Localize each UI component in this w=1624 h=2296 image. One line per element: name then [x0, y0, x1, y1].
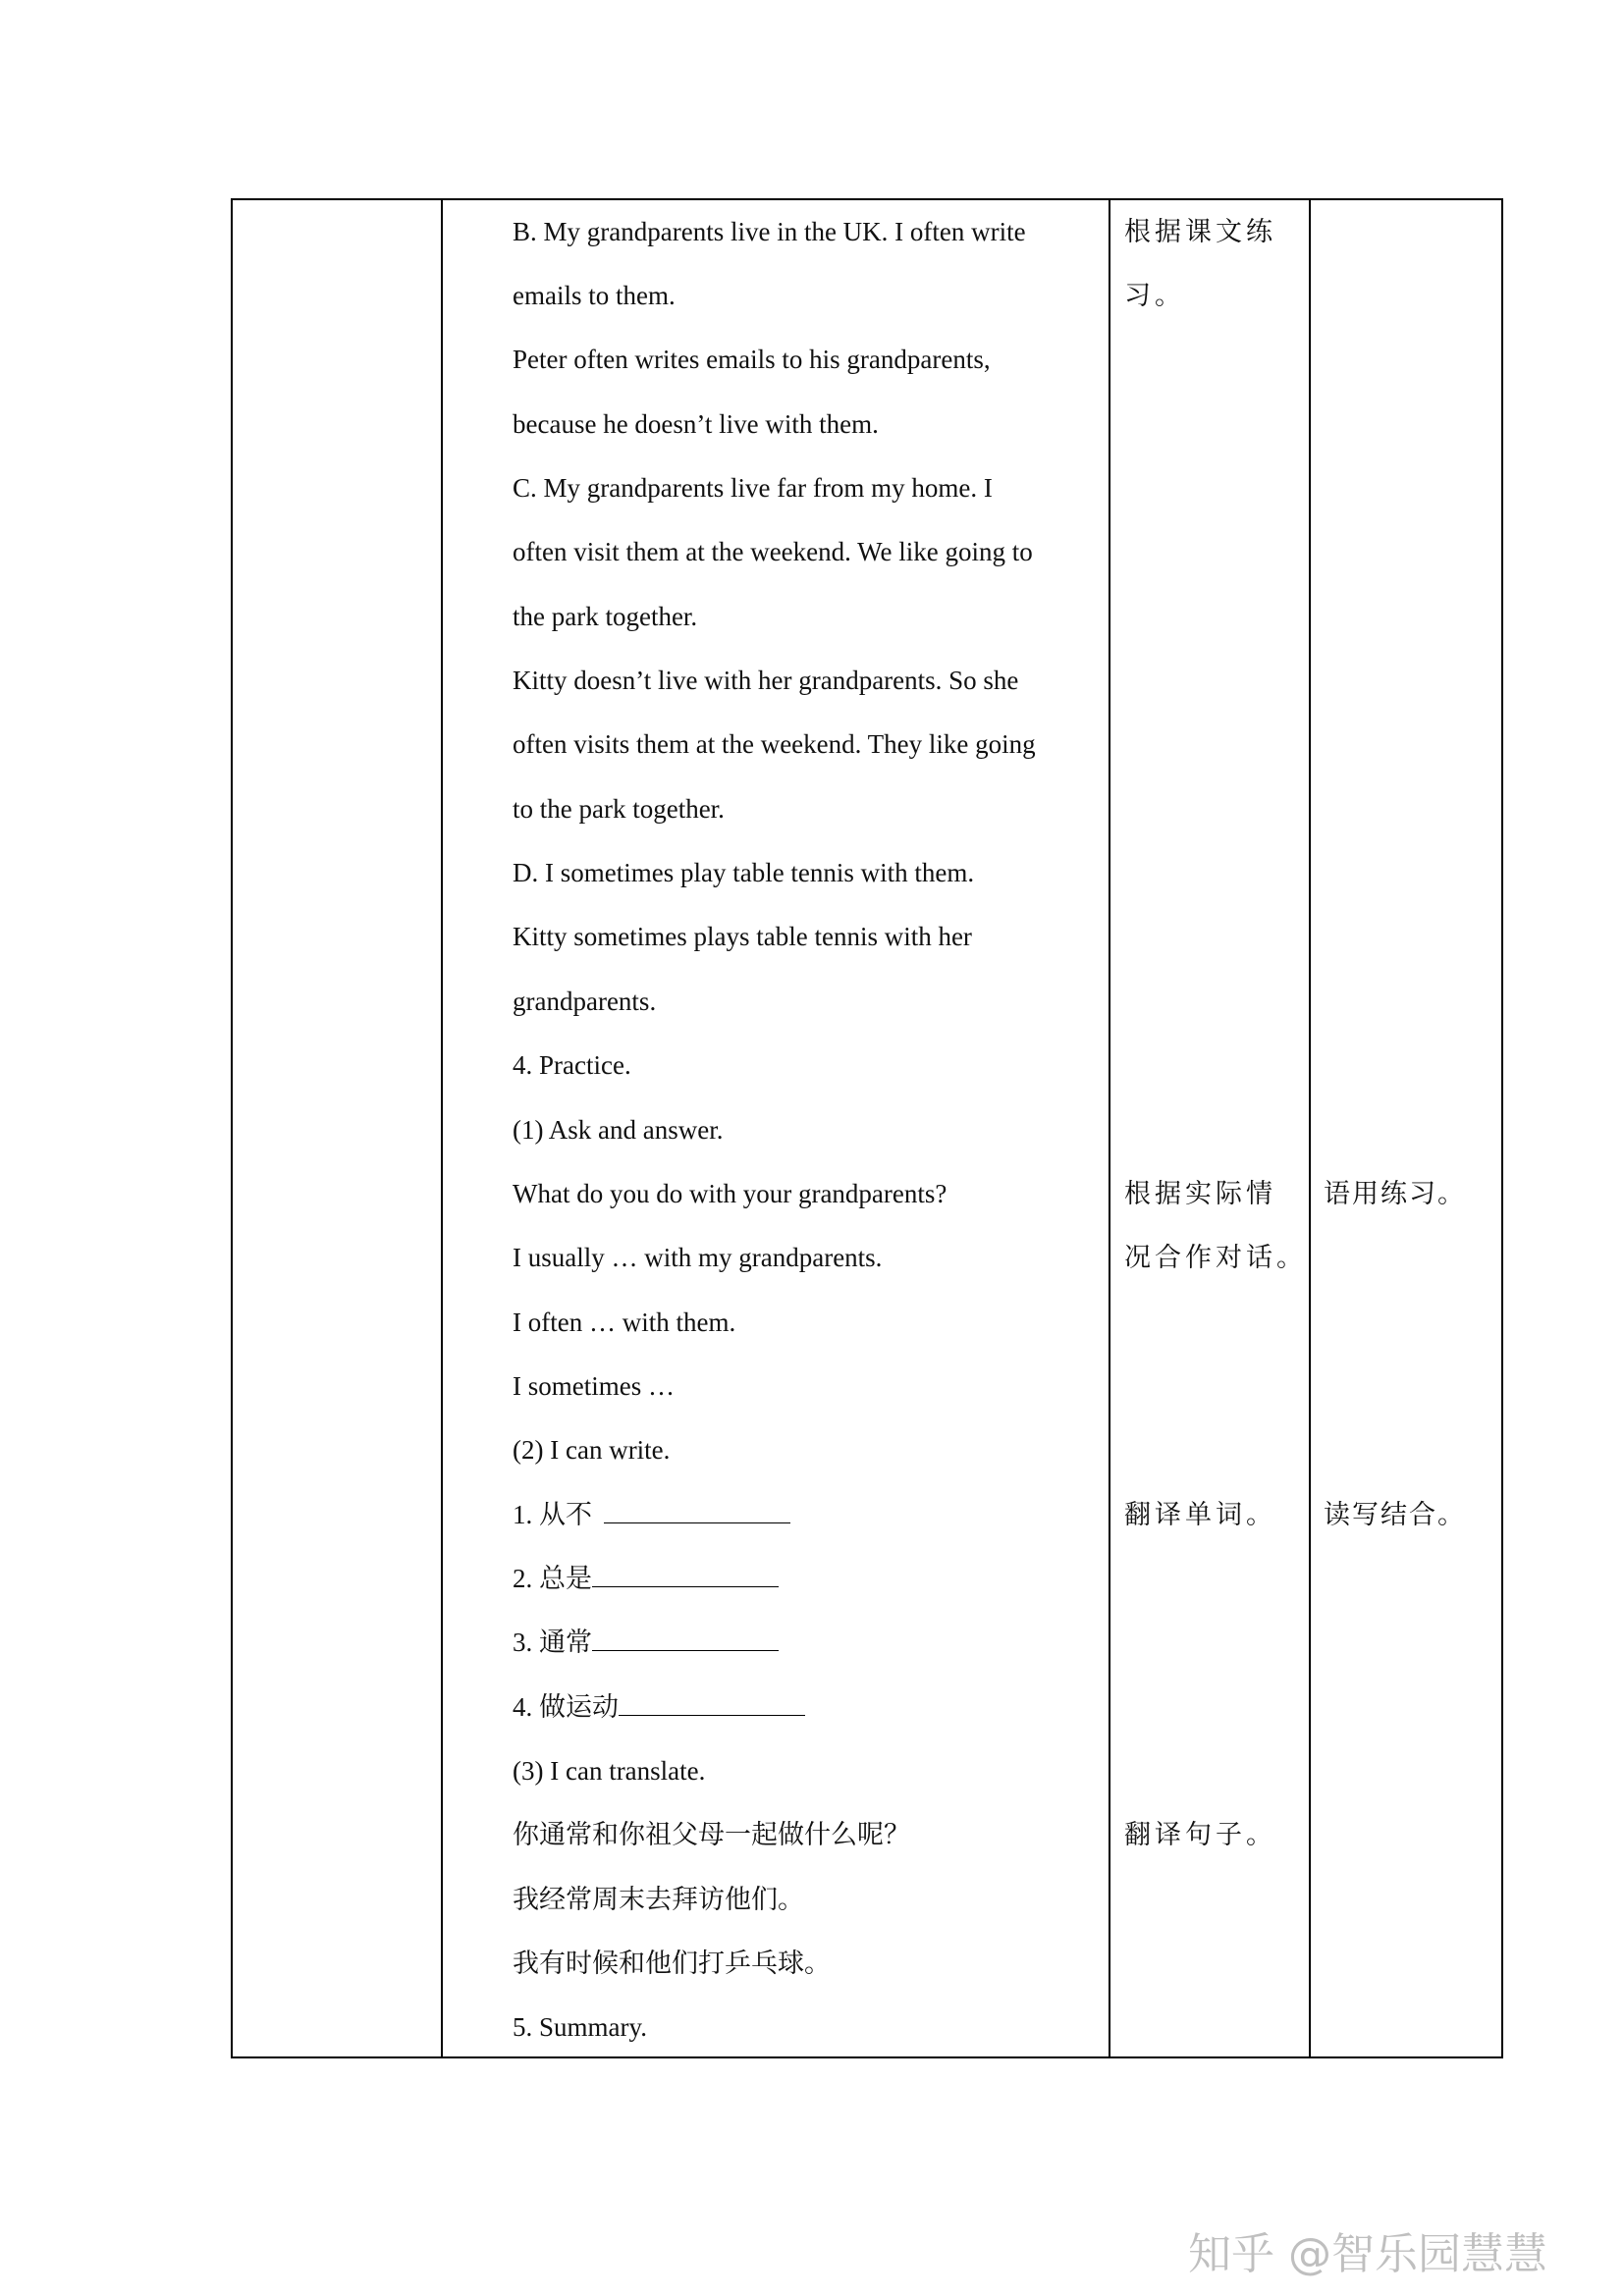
- content-line: emails to them.: [513, 281, 676, 310]
- content-line: I usually … with my grandparents.: [513, 1243, 883, 1272]
- write-item: [513, 1498, 790, 1531]
- column-divider-1: [441, 200, 443, 2056]
- content-line: I often … with them.: [513, 1308, 736, 1337]
- write-item-label: 4. 做运动: [513, 1692, 619, 1722]
- content-line: 我经常周末去拜访他们。: [513, 1885, 804, 1914]
- content-line: 5. Summary.: [513, 2012, 647, 2042]
- content-line: (3) I can translate.: [513, 1756, 706, 1786]
- content-line: the park together.: [513, 602, 698, 631]
- content-line: often visits them at the weekend. They like going: [513, 729, 1036, 759]
- content-line: Kitty sometimes plays table tennis with her: [513, 922, 972, 951]
- activity-text: 翻译句子。: [1124, 1820, 1276, 1849]
- activity-text: 根据课文练: [1124, 217, 1276, 246]
- write-item-label: 1. 从不: [513, 1500, 592, 1529]
- column-divider-2: [1109, 200, 1110, 2056]
- content-line: often visit them at the weekend. We like going to: [513, 537, 1033, 566]
- activity-text: 习。: [1124, 281, 1185, 310]
- answer-blank: [619, 1691, 805, 1716]
- purpose-text: 语用练习。: [1324, 1179, 1466, 1208]
- content-line: D. I sometimes play table tennis with them.: [513, 858, 975, 887]
- write-item-label: 3. 通常: [513, 1628, 592, 1657]
- purpose-text: 读写结合。: [1324, 1500, 1466, 1529]
- watermark: 知乎 @智乐园慧慧: [1188, 2229, 1547, 2279]
- content-line: because he doesn’t live with them.: [513, 409, 879, 439]
- content-line: 4. Practice.: [513, 1050, 631, 1080]
- column-divider-3: [1309, 200, 1311, 2056]
- content-line: 我有时候和他们打乒乓球。: [513, 1949, 831, 1978]
- answer-blank: [592, 1563, 779, 1587]
- write-item-label: 2. 总是: [513, 1564, 592, 1593]
- activity-text: 翻译单词。: [1124, 1500, 1276, 1529]
- content-line: Peter often writes emails to his grandparents,: [513, 345, 991, 374]
- content-line: 你通常和你祖父母一起做什么呢？: [513, 1820, 910, 1849]
- content-line: C. My grandparents live far from my home. I: [513, 473, 993, 503]
- activity-text: 根据实际情: [1124, 1179, 1276, 1208]
- write-item: [513, 1562, 779, 1595]
- content-line: I sometimes …: [513, 1371, 675, 1401]
- content-line: to the park together.: [513, 794, 725, 824]
- activity-text: 况合作对话。: [1124, 1243, 1307, 1272]
- content-line: What do you do with your grandparents?: [513, 1179, 947, 1208]
- write-item: [513, 1626, 779, 1659]
- content-line: (2) I can write.: [513, 1435, 671, 1465]
- content-line: (1) Ask and answer.: [513, 1115, 724, 1145]
- content-line: B. My grandparents live in the UK. I often write: [513, 217, 1026, 246]
- write-item: [513, 1690, 805, 1724]
- answer-blank: [604, 1499, 790, 1523]
- answer-blank: [592, 1627, 779, 1651]
- content-line: grandparents.: [513, 987, 657, 1016]
- content-line: Kitty doesn’t live with her grandparents. So she: [513, 666, 1019, 695]
